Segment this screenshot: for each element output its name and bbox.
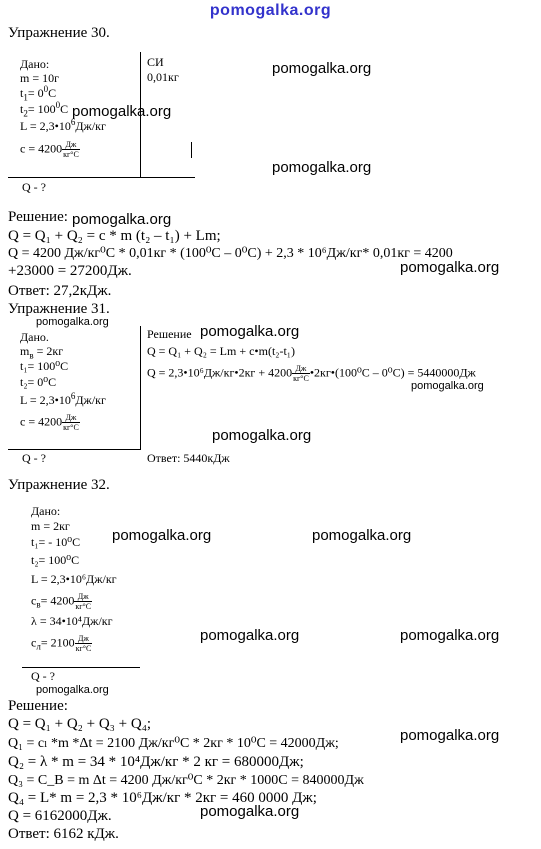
watermark: pomogalka.org: [36, 316, 109, 328]
ex30-si-value: 0,01кг: [147, 70, 179, 84]
ex32-specific-heat-ice: $c_л= 2100$ $\frac{Дж}{кг^\circ C}$: [31, 634, 92, 653]
watermark: pomogalka.org: [400, 727, 500, 744]
ex32-mass: m = 2кг: [31, 519, 70, 533]
ex31-given-bottom-line: [8, 449, 140, 450]
ex32-given-label: Дано:: [31, 504, 61, 518]
ex30-specific-heat: c = 4200 $\frac{Дж}{кг^\circ C}$: [20, 140, 79, 159]
watermark: pomogalka.org: [411, 380, 484, 392]
ex30-t2: $t_2= 100^0C$: [20, 100, 69, 119]
ex32-find: Q - ?: [31, 669, 55, 683]
ex32-answer: Ответ: 6162 кДж.: [8, 826, 119, 842]
ex30-find: Q - ?: [22, 180, 46, 194]
watermark: pomogalka.org: [200, 803, 300, 820]
top-watermark: pomogalka.org: [209, 2, 332, 19]
watermark: pomogalka.org: [312, 527, 412, 544]
ex30-unit-fraction: $\frac{Дж}{кг^\circ C}$: [63, 140, 79, 159]
ex32-given-bottom-line: [22, 667, 140, 668]
ex30-solution-line2: Q = 4200 Дж/кг⁰C * 0,01кг * (100⁰C – 0⁰C) + 2,3 * 10⁶Дж/кг* 0,01кг = 4200: [8, 246, 453, 261]
ex31-find: Q - ?: [22, 451, 46, 465]
ex32-latent-heat: L = 2,3•10⁶Дж/кг: [31, 572, 117, 586]
ex30-title: Упражнение 30.: [8, 25, 110, 41]
ex32-solution-line4: Q₃ = C_B = m Δt = 4200 Дж/кг⁰C * 2кг * 1000C = 840000Дж: [8, 773, 364, 788]
ex31-specific-heat: c = 4200 $\frac{Дж}{кг^\circ C}$: [20, 413, 79, 432]
watermark: pomogalka.org: [200, 627, 300, 644]
ex31-title: Упражнение 31.: [8, 301, 110, 317]
watermark: pomogalka.org: [112, 527, 212, 544]
ex31-latent-heat: $L = 2,3•10^6Дж/кг$: [20, 391, 106, 407]
ex30-solution-label: Решение:: [8, 209, 68, 225]
ex32-solution-line2: Q₁ = cₗ *m *Δt = 2100 Дж/кг⁰C * 2кг * 10⁰C = 42000Дж;: [8, 736, 339, 751]
ex30-given-label: Дано:: [20, 57, 50, 71]
ex30-t1: $t_1= 0^0C$: [20, 84, 57, 103]
ex31-given-label: Дано.: [20, 330, 49, 344]
ex31-t2: t₂= 0⁰C: [20, 375, 57, 389]
ex30-mass: m = 10г: [20, 71, 60, 85]
ex30-solution-line1: Q = Q₁ + Q₂ = c * m (t₂ – t₁) + Lm;: [8, 228, 221, 244]
watermark: pomogalka.org: [272, 60, 372, 77]
watermark: pomogalka.org: [400, 259, 500, 276]
ex30-given-bottom-line: [8, 177, 195, 178]
ex32-unit-fraction-ice: $\frac{Дж}{кг^\circ C}$: [75, 634, 92, 653]
ex31-given-divider: [140, 326, 141, 450]
ex30-solution-line3: +23000 = 27200Дж.: [8, 263, 132, 279]
ex32-solution-line1: Q = Q₁ + Q₂ + Q₃ + Q₄;: [8, 716, 152, 732]
watermark: pomogalka.org: [272, 159, 372, 176]
watermark: pomogalka.org: [72, 211, 172, 228]
ex30-si-divider: [191, 142, 192, 158]
watermark: pomogalka.org: [36, 684, 109, 696]
ex31-solution-line1: Q = Q₁ + Q₂ = Lm + c•m(t₂-t₁): [147, 344, 295, 358]
ex32-specific-heat-water: $c_в= 4200$ $\frac{Дж}{кг^\circ C}$: [31, 592, 92, 611]
ex30-answer: Ответ: 27,2кДж.: [8, 283, 112, 299]
ex30-si-label: СИ: [147, 55, 164, 69]
ex32-solution-label: Решение:: [8, 698, 68, 714]
ex32-unit-fraction-water: $\frac{Дж}{кг^\circ C}$: [75, 592, 92, 611]
ex32-solution-line5: Q₄ = L* m = 2,3 * 10⁶Дж/кг * 2кг = 460 0000 Дж;: [8, 790, 317, 806]
watermark: pomogalka.org: [200, 323, 300, 340]
ex31-solution-line2: Q = 2,3•10⁶Дж/кг•2кг + 4200 $\frac{Дж}{кг^\circ C}$ •2кг•(100⁰C – 0⁰C) = 5440000Дж: [147, 364, 476, 383]
ex30-latent-heat: $L = 2,3•10^6Дж/кг$: [20, 117, 106, 133]
ex31-mass: $m_в = 2кг$: [20, 344, 64, 361]
ex32-fusion-heat: λ = 34•10⁴Дж/кг: [31, 614, 113, 628]
ex32-solution-line6: Q = 6162000Дж.: [8, 808, 112, 824]
ex31-t1: t₁= 100⁰C: [20, 359, 69, 373]
ex32-title: Упражнение 32.: [8, 477, 110, 493]
watermark: pomogalka.org: [400, 627, 500, 644]
ex32-t2: t₂= 100⁰C: [31, 553, 80, 567]
watermark: pomogalka.org: [212, 427, 312, 444]
ex31-solution-label: Решение: [147, 327, 192, 341]
ex32-solution-line3: Q₂ = λ * m = 34 * 10⁴Дж/кг * 2 кг = 680000Дж;: [8, 754, 304, 770]
ex31-answer: Ответ: 5440кДж: [147, 451, 230, 465]
watermark: pomogalka.org: [72, 103, 172, 120]
ex32-t1: t₁= - 10⁰C: [31, 535, 81, 549]
ex31-solution-fraction: $\frac{Дж}{кг^\circ C}$: [293, 364, 309, 383]
ex31-unit-fraction: $\frac{Дж}{кг^\circ C}$: [63, 413, 79, 432]
